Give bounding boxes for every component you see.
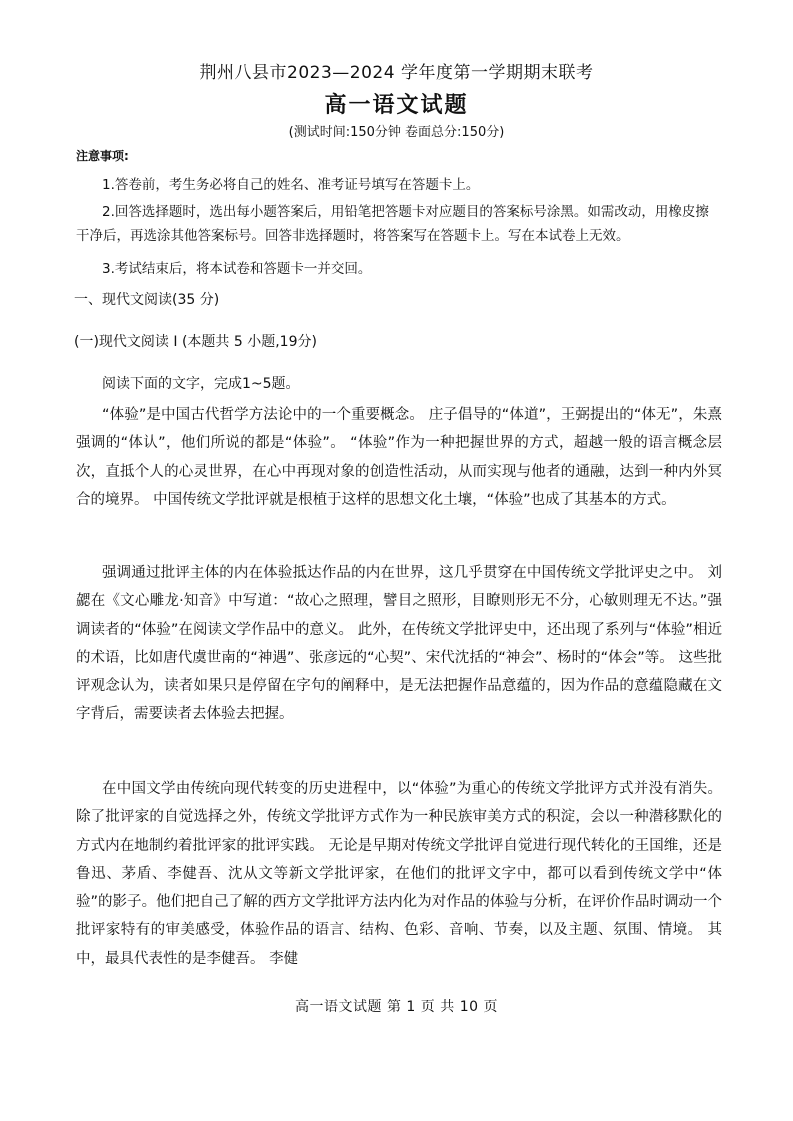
passage-paragraph: 强调通过批评主体的内在体验抵达作品的内在世界，这几乎贯穿在中国传统文学批评史之中。 刘勰在《文心雕龙·知音》中写道：“故心之照理，譬目之照形，目瞭则形无不分，心敏则理无不达。”强调读者的“体验”在阅读文学作品中的意义。 此外，在传统文学批评史中，还出现了系列与“体验”相近的术语，比如唐代虞世南的“神遇”、张彦远的“心契”、宋代沈括的“神会”、杨时的“体会”等。 这些批评观念认为，读者如果只是停留在字句的阐释中，是无法把握作品意蕴的，因为作品的意蕴隐藏在文字背后，需要读者去体验去把握。: [76, 565, 722, 723]
note-item: 2.回答选择题时，选出每小题答案后，用铅笔把答题卡对应题目的答案标号涂黑。如需改动，用橡皮擦干净后，再选涂其他答案标号。回答非选择题时，将答案写在答题卡上。写在本试卷上无效。: [76, 204, 709, 244]
page-title: 高一语文试题: [324, 93, 469, 118]
exam-name: 荆州八县市2023—2024 学年度第一学期期末联考: [199, 63, 594, 83]
passage-paragraph: “体验”是中国古代哲学方法论中的一个重要概念。 庄子倡导的“体道”，王弼提出的“体无”，朱熹强调的“体认”，他们所说的都是“体验”。 “体验”作为一种把握世界的方式，超越一般的语言概念层次，直抵个人的心灵世界，在心中再现对象的创造性活动，从而实现与他者的通融，达到一种内外冥合的境界。 中国传统文学批评就是根植于这样的思想文化土壤，“体验”也成了其基本的方式。: [76, 407, 722, 508]
section-title: 一、现代文阅读(35 分): [74, 292, 220, 308]
reading-instruction: 阅读下面的文字，完成1~5题。: [102, 376, 300, 392]
page-footer: 高一语文试题 第 1 页 共 10 页: [295, 999, 498, 1015]
passage-paragraph: 在中国文学由传统向现代转变的历史进程中，以“体验”为重心的传统文学批评方式并没有消失。除了批评家的自觉选择之外，传统文学批评方式作为一种民族审美方式的积淀，会以一种潜移默化的方式内在地制约着批评家的批评实践。 无论是早期对传统文学批评自觉进行现代转化的王国维，还是鲁迅、茅盾、李健吾、沈从文等新文学批评家，在他们的批评文字中，都可以看到传统文学中“体验”的影子。他们把自己了解的西方文学批评方法内化为对作品的体验与分析，在评价作品时调动一个批评家特有的审美感受，体验作品的语言、结构、色彩、音响、节奏，以及主题、氛围、情境。 其中，最具代表性的是李健吾。 李健: [76, 781, 722, 967]
exam-info: (测试时间:150分钟 卷面总分:150分): [288, 125, 505, 140]
note-item: 3.考试结束后，将本试卷和答题卡一并交回。: [102, 261, 372, 277]
notes-heading: 注意事项:: [76, 149, 129, 163]
section-subtitle: (一)现代文阅读 Ⅰ (本题共 5 小题,19分): [74, 334, 317, 350]
note-item: 1.答卷前，考生务必将自己的姓名、准考证号填写在答题卡上。: [102, 177, 480, 193]
